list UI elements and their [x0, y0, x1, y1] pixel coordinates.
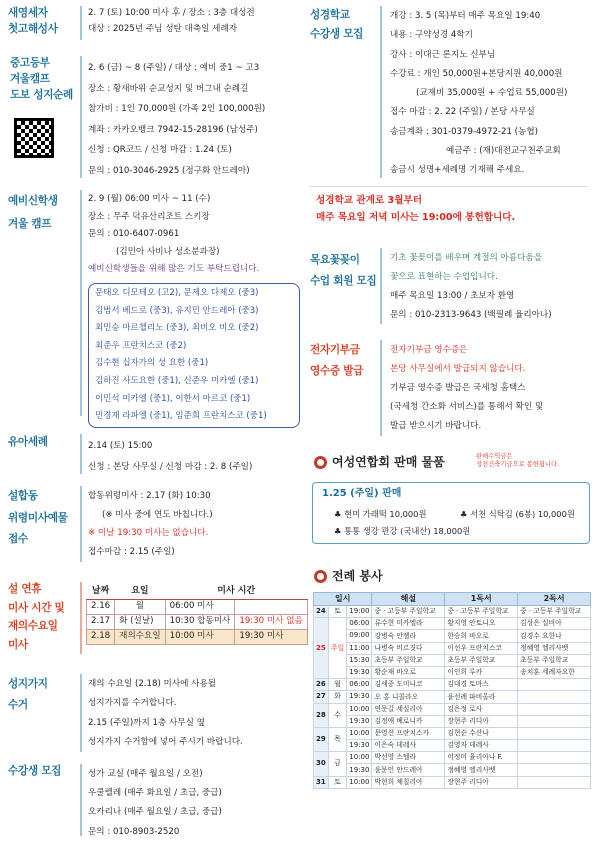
lunar-mass-label: 설합동 위령미사예물 접수	[8, 490, 68, 546]
second-reading	[518, 679, 591, 691]
day-of-week: 토	[328, 606, 347, 618]
day-number: 31	[314, 776, 329, 788]
day-of-week: 주일	[328, 618, 347, 679]
donation-label: 전자기부금 영수증 발급	[310, 344, 364, 378]
flower-body: 기초 꽃꽂이를 배우며 계절의 아름다움을 꽃으로 표현하는 수업입니다. 매주 목요일 13:00 / 초보자 환영 문의 : 010-2313-9643 (백필례 율리아나)	[390, 253, 552, 320]
first-reading: 정혜영 엘리사벳	[445, 764, 518, 776]
students-label: 수강생 모집	[8, 765, 62, 777]
commentator: 문영선 프란치스카	[372, 727, 445, 739]
table-row	[314, 752, 591, 764]
day-of-week: 수	[328, 703, 347, 727]
bible-label: 성경학교 수강생 모집	[310, 9, 364, 40]
commentator: 윤문인 안드레아	[372, 764, 445, 776]
day-of-week: 목	[328, 727, 347, 751]
table-row: 2.16 월 06:00 미사	[87, 599, 308, 614]
mass-time: 19:30	[347, 740, 372, 752]
donation-body: 전자기부금 영수증은 본당 사무실에서 발급되지 않습니다. 기부금 영수증 발급은 국세청 홈택스 (국세청 간소화 서비스)를 통해서 확인 및 발급 받으시기 바랍니다.	[390, 345, 544, 431]
table-row	[314, 776, 591, 788]
qr-code-icon[interactable]	[14, 118, 54, 158]
table-row	[314, 654, 591, 666]
mass-time: 06:00	[347, 679, 372, 691]
baptism-adult-label: 새영세자 첫고해성사	[8, 7, 58, 35]
divider-bar	[80, 434, 82, 474]
first-reading: 한승희 바오로	[445, 630, 518, 642]
second-reading: 김경수 요한나	[518, 630, 591, 642]
day-number: 29	[314, 727, 329, 751]
day-of-week: 월	[328, 679, 347, 691]
sale-item: ♣ 현미 가래떡 10,000원	[334, 509, 427, 519]
sale-note: 판매수익금은 성전건축기금으로 봉헌됩니다.	[476, 453, 560, 469]
holiday-label: 설 연휴 미사 시간 및 재의수요일 미사	[8, 583, 65, 651]
table-row	[314, 606, 591, 618]
divider-bar	[380, 248, 382, 324]
first-reading: 장현주 리디아	[445, 715, 518, 727]
commentator: 황순재 바오로	[372, 666, 445, 678]
mass-time: 19:30	[347, 691, 372, 703]
flower-label: 목요꽃꽂이 수업 회원 모집	[310, 254, 377, 288]
commentator: 이은숙 데레사	[372, 740, 445, 752]
lunar-mass-body: 합동위령미사 : 2.17 (화) 10:30 (※ 미사 중에 연도 바칩니다.) ※ 이날 19:30 미사는 없습니다. 접수마감 : 2.15 (주일)	[88, 491, 213, 557]
first-reading: 이인희 루카	[445, 666, 518, 678]
infant-baptism-body: 2.14 (토) 15:00 신청 : 본당 사무실 / 신청 마감 : 2. 8 (주일)	[88, 441, 253, 472]
commentator: 류수현 미카엘라	[372, 618, 445, 630]
first-reading: 초등부 주일학교	[445, 654, 518, 666]
divider-bar	[80, 190, 82, 416]
cate-camp-label: 예비신학생 겨울 캠프	[8, 195, 58, 231]
table-row	[314, 764, 591, 776]
table-row	[314, 727, 591, 739]
mass-time: 06:00	[347, 618, 372, 630]
day-of-week: 금	[328, 752, 347, 776]
first-reading: 김대경 토마스	[445, 679, 518, 691]
sale-item: ♣ 통통 생강 편강 (국내산) 18,000원	[334, 526, 471, 536]
second-reading	[518, 703, 591, 715]
mass-time: 10:00	[347, 727, 372, 739]
first-reading: 김은정 로사	[445, 703, 518, 715]
day-number: 30	[314, 752, 329, 776]
divider-bar	[380, 340, 382, 436]
divider-bar	[80, 764, 82, 836]
divider-bar	[80, 582, 82, 654]
first-reading: 이정미 율리아나 F.	[445, 752, 518, 764]
table-row	[314, 740, 591, 752]
first-reading: 이선우 프란치스코	[445, 642, 518, 654]
palm-body: 재의 수요일 (2.18) 미사에 사용될 성지가지를 수거합니다. 2.15 (주일)까지 1층 사무실 옆 성지가지 수거함에 넣어 주시기 바랍니다.	[88, 679, 243, 748]
second-reading: 송치훈 세례자요한	[518, 666, 591, 678]
table-row	[314, 703, 591, 715]
mass-time: 19:30	[347, 715, 372, 727]
candidate-names-box: 문태오 디모테오 (고2), 문제오 다제오 (중3) 김범서 베드로 (중3), 유지민 안드레아 (중3) 최민승 마르첼리노 (중3), 최비오 비오 (중2) 최준우 프란치스코 (중2) 김수현 십자가의 성 요한 (중1) 김하진 사도요한 (중1), 신준우 미카엘 (중1) 이민석 미카엘 (중1), 이한서 마르코 (중1) 민경재 라파엘 (중1), 임준희 프란치스코 (중1)	[88, 283, 300, 428]
day-of-week: 화	[328, 691, 347, 703]
mass-time: 11:00	[347, 642, 372, 654]
second-reading	[518, 764, 591, 776]
palm-label: 성지가지 수거	[8, 678, 48, 712]
sale-title: 여성연합회 판매 물품	[314, 454, 445, 471]
divider-bar	[80, 56, 82, 178]
baptism-adult-body: 2. 7 (토) 10:00 미사 후 / 장소 : 3층 대성전 대상 : 2025년 주님 성탄 대축일 세례자	[88, 8, 255, 35]
commentator: 초등부 주일학교	[372, 654, 445, 666]
mass-time: 19:00	[347, 606, 372, 618]
divider-bar	[80, 486, 82, 562]
second-reading: 초등부 주일학교	[518, 654, 591, 666]
second-reading	[518, 776, 591, 788]
cate-camp-body: 2. 9 (월) 06:00 미사 ~ 11 (수) 장소 : 무주 덕유산리조트 스키장 문의 : 010-6407-0961 (김민아 사비나 성소분과장) 예비신학생들을 위해 많은 기도 부탁드립니다.	[88, 194, 260, 274]
second-reading: 정혜영 엘리사벳	[518, 642, 591, 654]
first-reading: 김영자 데레사	[445, 740, 518, 752]
bible-notice: 성경학교 관계로 3월부터 매주 목요일 저녁 미사는 19:00에 봉헌합니다.	[316, 195, 516, 223]
commentator: 박선영 스텔라	[372, 752, 445, 764]
commentator: 중 · 고등부 주일학교	[372, 606, 445, 618]
commentator: 김정애 베로니카	[372, 715, 445, 727]
divider-bar	[380, 6, 382, 178]
first-reading: 장현주 리디아	[445, 776, 518, 788]
table-row	[314, 618, 591, 630]
second-reading: 김상은 실비아	[518, 618, 591, 630]
divider-bar	[80, 6, 82, 40]
second-reading	[518, 727, 591, 739]
day-number: 27	[314, 691, 329, 703]
second-reading	[518, 752, 591, 764]
second-reading	[518, 740, 591, 752]
second-reading: 중 · 고등부 주일학교	[518, 606, 591, 618]
table-row: 2.18 재의수요일 10:00 미사 19:30 미사	[87, 629, 308, 644]
infant-baptism-label: 유아세례	[8, 436, 48, 448]
commentator: 강병숙 안젤라	[372, 630, 445, 642]
table-row	[314, 666, 591, 678]
bullet-circle-icon	[314, 456, 327, 469]
mass-time: 10:00	[347, 752, 372, 764]
winter-camp-body: 2. 6 (금) ~ 8 (주일) / 대상 : 예비 중1 ~ 고3 장소 : 황새바위 순교성지 및 버그내 순례길 참가비 : 1인 70,000원 (가족 2인 100,000원) 계좌 : 카카오뱅크 7942-15-28196 (남성주) 신청 : QR코드 / 신청 마감 : 1.24 (토) 문의 : 010-3046-2925 (정구화 안드레아)	[88, 63, 266, 176]
commentator: 김세중 도미니코	[372, 679, 445, 691]
commentator: 오 홍 니콜라오	[372, 691, 445, 703]
day-number: 24	[314, 606, 329, 618]
day-number: 25	[314, 618, 329, 679]
sale-date: 1.25 (주일) 판매	[322, 488, 402, 499]
students-body: 성가 교실 (매주 월요일 / 오전) 우쿨렐레 (매주 화요일 / 초급, 중급) 오카리나 (매주 월요일 / 초급, 중급) 문의 : 010-8903-2520	[88, 769, 222, 837]
liturgy-title: 전례 봉사	[314, 568, 383, 585]
second-reading	[518, 691, 591, 703]
day-of-week: 토	[328, 776, 347, 788]
second-reading	[518, 715, 591, 727]
mass-time: 15:30	[347, 654, 372, 666]
day-number: 26	[314, 679, 329, 691]
first-reading: 황지영 안토니오	[445, 618, 518, 630]
first-reading: 윤선례 파비올라	[445, 691, 518, 703]
first-reading: 김현순 수산나	[445, 727, 518, 739]
table-row	[314, 642, 591, 654]
table-row	[314, 715, 591, 727]
table-row	[314, 630, 591, 642]
divider	[310, 186, 588, 187]
mass-time: 19:30	[347, 666, 372, 678]
mass-time: 10:00	[347, 703, 372, 715]
mass-time: 10:00	[347, 776, 372, 788]
day-number: 28	[314, 703, 329, 727]
commentator: 나병숙 비르짓다	[372, 642, 445, 654]
mass-time: 19:30	[347, 764, 372, 776]
winter-camp-label: 중고등부 겨울캠프 도보 성지순례	[10, 57, 73, 101]
bullet-circle-icon	[314, 570, 327, 583]
table-row: 2.17 화 (설날) 10:30 합동미사 19:30 미사 없음	[87, 614, 308, 629]
divider-bar	[80, 674, 82, 752]
holiday-table: 날짜 요일 미사 시간 2.16 월 06:00 미사 2.17 화 (설날) 10:30 합동미사 19:30 미사 없음 2.18 재의수요일 10:00 미사 19:30 미사	[86, 584, 308, 645]
table-row	[314, 691, 591, 703]
commentator: 연문길 세실리아	[372, 703, 445, 715]
first-reading: 중 · 고등부 주일학교	[445, 606, 518, 618]
bible-body: 개강 : 3. 5 (목)부터 매주 목요일 19:40 내용 : 구약성경 4학기 강사 : 이대근 론지노 신부님 수강료 : 개인 50,000원+본당지원 40,000원 (교재비 35,000원 + 수업료 55,000원) 접수 마감 : 2. 22 (주일) / 본당 사무실 송금계좌 : 301-0379-4972-21 (농협) 예금주 : (재)대전교구천주교회 송금시 성명+세례명 기재해 주세요.	[390, 11, 568, 176]
table-row	[314, 679, 591, 691]
sale-item: ♣ 서천 식탁김 (6봉) 10,000원	[460, 509, 575, 519]
mass-time: 09:00	[347, 630, 372, 642]
liturgy-table: 일시 해설 1독서 2독서 24 토 19:00 중 · 고등부 주일학교 중 · 고등부 주일학교 중 · 고등부 주일학교 25 주일 06:00 류수현 미카엘라 황지영 안토니오 김상은 실비아 09:00 강병숙 안젤라 한승희 바오로 김경수 요한나 11:00 나병숙 비르짓다 이선우 프란치스코 정혜영 엘리사벳 15:30 초등부 주일학교 초등부 주일학교 초등부 주일학교 19:30 황순재 바오로 이인희 루카 송치훈 세례자요한 26 월 06:00 김세중 도미니코 김대경 토마스 27 화 19:30 오 홍 니콜라오 윤선례 파비올라 28 수 10:00 연문길 세실리아 김은정 로사 19:30 김정애 베로니카 장현주 리디아 29 목 10:00 문영선 프란치스카 김현순 수산나 19:30 이은숙 데레사 김영자 데레사 30 금 10:00 박선영 스텔라 이정미 율리아나 F. 19:30 윤문인 안드레아 정혜영 엘리사벳 31 토 10:00 박현희 체칠리아 장현주 리디아	[313, 592, 591, 789]
commentator: 박현희 체칠리아	[372, 776, 445, 788]
